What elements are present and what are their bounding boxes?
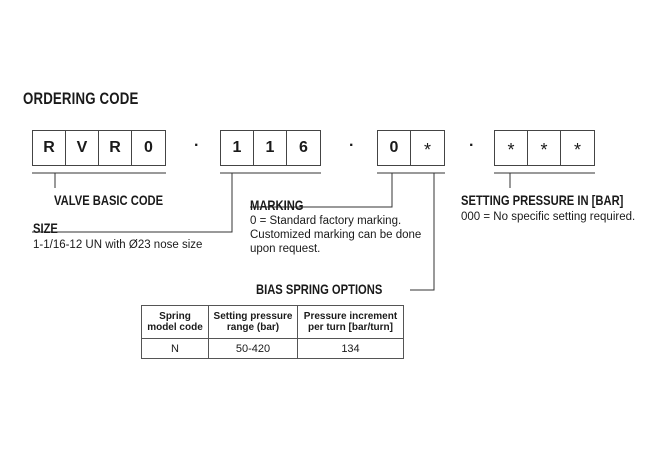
table-cell: 134 xyxy=(298,339,404,359)
code-char: * xyxy=(573,139,581,160)
setting-pressure-description: 000 = No specific setting required. xyxy=(461,211,636,223)
code-separator: · xyxy=(469,137,475,154)
column-header-pressure-increment xyxy=(298,306,404,339)
code-char: * xyxy=(528,131,561,165)
table-row xyxy=(142,339,404,359)
code-char: 1 xyxy=(254,131,287,165)
header-line: range (bar) xyxy=(226,322,280,333)
header-line: Setting pressure xyxy=(213,311,293,322)
marking-line: upon request. xyxy=(250,243,321,255)
page-title: ORDERING CODE xyxy=(23,89,139,108)
column-header-spring-model xyxy=(142,306,209,339)
size-heading: SIZE xyxy=(33,220,58,236)
setting-pressure-heading: SETTING PRESSURE IN [BAR] xyxy=(461,192,624,208)
code-char: * xyxy=(495,131,528,165)
code-char: 1 xyxy=(221,131,254,165)
marking-line: 0 = Standard factory marking. xyxy=(250,215,402,227)
header-line: model code xyxy=(147,322,203,333)
marking-heading: MARKING xyxy=(250,197,304,213)
code-separator: · xyxy=(194,137,200,154)
header-line: Pressure increment xyxy=(303,311,398,322)
spring-options-table xyxy=(141,305,404,359)
bias-spring-heading: BIAS SPRING OPTIONS xyxy=(256,281,383,297)
table-cell: 50-420 xyxy=(209,339,298,359)
header-line: per turn [bar/turn] xyxy=(308,322,393,333)
code-char: 0 xyxy=(144,139,153,156)
size-description: 1-1/16-12 UN with Ø23 nose size xyxy=(33,239,203,251)
marking-description xyxy=(250,214,421,256)
code-char: R xyxy=(99,131,132,165)
code-char: R xyxy=(33,131,66,165)
column-header-setting-range xyxy=(209,306,298,339)
valve-basic-code-heading: VALVE BASIC CODE xyxy=(54,192,164,208)
code-char: V xyxy=(66,131,99,165)
code-separator: · xyxy=(349,137,355,154)
table-header-row xyxy=(142,306,404,339)
code-char: 6 xyxy=(299,139,308,156)
marking-line: Customized marking can be done xyxy=(250,229,422,241)
table-cell: N xyxy=(142,339,209,359)
code-char: * xyxy=(423,139,431,160)
code-char: 0 xyxy=(378,131,411,165)
header-line: Spring xyxy=(159,311,191,322)
